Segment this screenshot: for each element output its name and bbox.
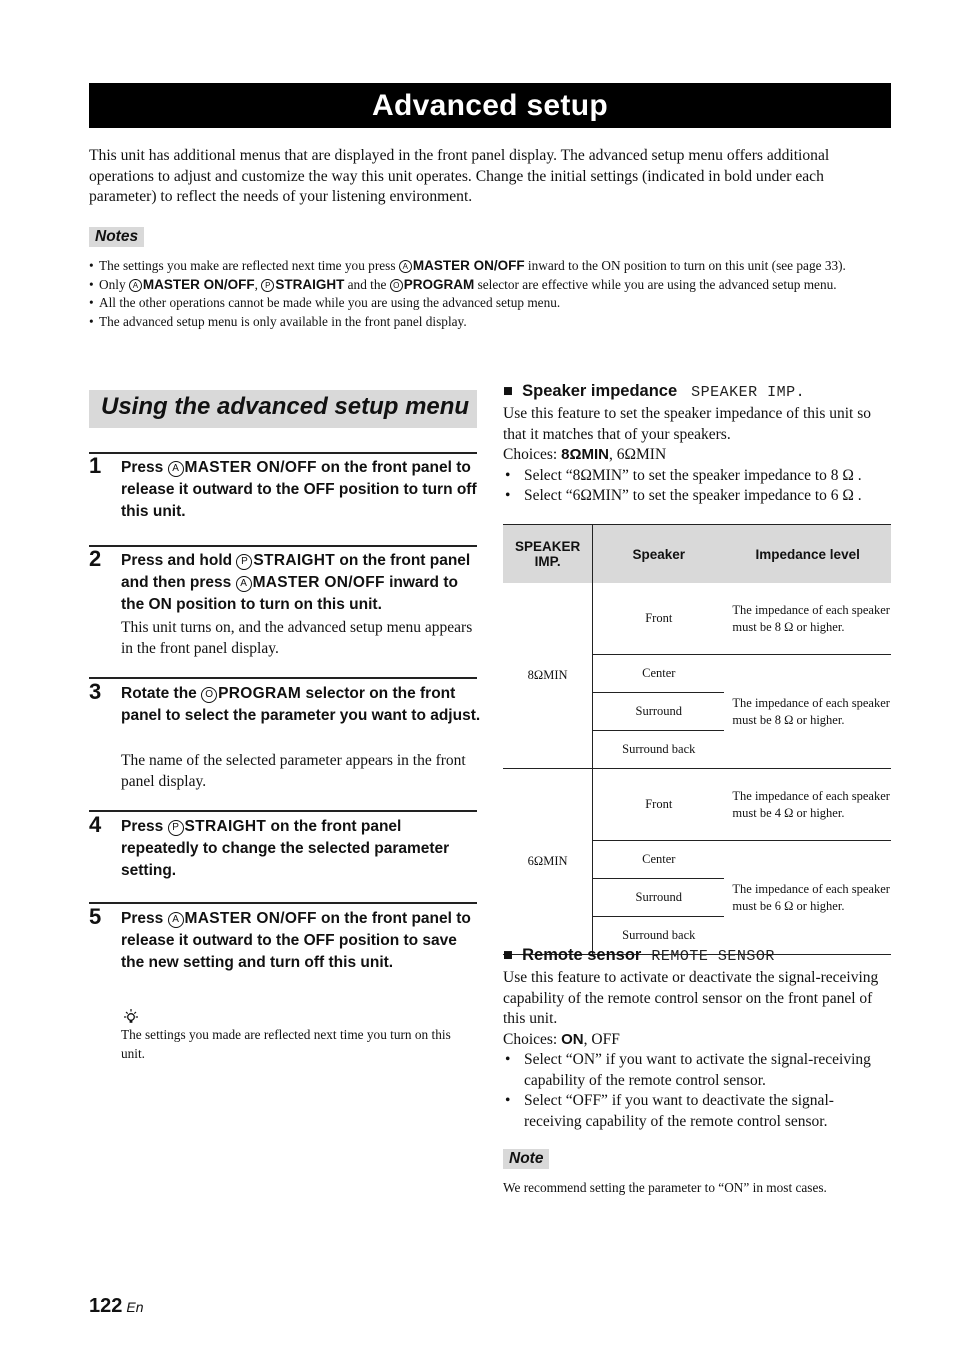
col-impedance-level: Impedance level xyxy=(724,525,891,584)
page-title: Advanced setup xyxy=(89,83,891,128)
bullet-item: • Select “OFF” if you want to deactivate the signal-receiving capability of the remote control sensor. xyxy=(503,1091,891,1132)
tip-text: The settings you made are reflected next time you turn on this unit. xyxy=(121,1027,451,1061)
page-number: 122 En xyxy=(89,1295,144,1317)
step-divider xyxy=(89,677,477,679)
step-1-text: Press A MASTER ON/OFF on the front panel to release it outward to the OFF position to turn off this unit. xyxy=(121,459,477,520)
a-key-icon: A xyxy=(236,576,252,592)
step-divider xyxy=(89,545,477,547)
cell-level: The impedance of each speaker must be 8 Ω or higher. xyxy=(732,696,890,727)
remote-sensor-body: Use this feature to activate or deactivate the signal-receiving capability of the remote control sensor on the front panel of this unit. Choices: ON, OFF • Select “ON” if you want to activate the signal-receiving capability of the remote control sensor. • Select “OFF” if you want to deactivate the signal-receiving capability of the remote control sensor. xyxy=(503,968,891,1132)
step-4-text: Press P STRAIGHT on the front panel repeatedly to change the selected parameter setting. xyxy=(121,818,450,879)
cell-speaker: Front xyxy=(593,769,725,841)
cell-speaker: Center xyxy=(593,841,725,879)
tip-lightbulb-icon xyxy=(121,1006,141,1026)
intro-paragraph: This unit has additional menus that are displayed in the front panel display. The advanced setup menu offers additional operations to adjust and customize the way this unit operates. Change the initial settings (indicated in bold under each parameter) to reflect the needs of your listening environment. xyxy=(89,147,830,205)
cell-speaker: Surround xyxy=(593,879,725,917)
note-label: Note xyxy=(503,1149,549,1169)
cell-speaker: Front xyxy=(593,583,725,655)
note-item: • All the other operations cannot be made while you are using the advanced setup menu. xyxy=(89,294,889,313)
a-key-icon: A xyxy=(129,279,142,292)
cell-speaker: Surround xyxy=(593,693,725,731)
notes-list xyxy=(89,257,889,331)
group-6ohm: 6ΩMIN xyxy=(503,769,593,955)
step-number: 4 xyxy=(89,812,102,837)
step-2-text: Press and hold P STRAIGHT on the front panel and then press A MASTER ON/OFF inward to the ON position to turn on this unit. xyxy=(121,552,471,613)
step-2-detail: This unit turns on, and the advanced setup menu appears in the front panel display. xyxy=(121,619,473,657)
p-key-icon: P xyxy=(261,279,274,292)
speaker-impedance-heading: ■ Speaker impedance SPEAKER IMP. xyxy=(503,382,806,401)
step-number: 1 xyxy=(89,453,102,478)
step-divider xyxy=(89,902,477,904)
bullet-item: • Select “6ΩMIN” to set the speaker impedance to 6 Ω . xyxy=(503,486,891,507)
note-item: • The settings you make are reflected next time you press A MASTER ON/OFF inward to the ON position to turn on this unit (see page 33). xyxy=(89,257,889,276)
o-key-icon: O xyxy=(201,687,217,703)
bullet-item: • Select “ON” if you want to activate the signal-receiving capability of the remote control sensor. xyxy=(503,1050,891,1091)
remote-sensor-heading: ■ Remote sensor REMOTE SENSOR xyxy=(503,946,775,965)
a-key-icon: A xyxy=(168,912,184,928)
impedance-table xyxy=(503,524,891,955)
page-language: En xyxy=(126,1299,144,1315)
step-5-text: Press A MASTER ON/OFF on the front panel to release it outward to the OFF position to save the new setting and turn off this unit. xyxy=(121,910,471,971)
speaker-impedance-body: Use this feature to set the speaker impedance of this unit so that it matches that of your speakers. Choices: 8ΩMIN, 6ΩMIN • Select “8ΩMIN” to set the speaker impedance to 8 Ω . • Select “6ΩMIN” to set the speaker impedance to 6 Ω . xyxy=(503,404,891,507)
p-key-icon: P xyxy=(236,554,252,570)
display-text: REMOTE SENSOR xyxy=(651,948,775,965)
col-speaker: Speaker xyxy=(593,525,725,584)
a-key-icon: A xyxy=(168,461,184,477)
note-item: • Only A MASTER ON/OFF, P STRAIGHT and the O PROGRAM selector are effective while you are using the advanced setup menu. xyxy=(89,276,889,295)
note-text: We recommend setting the parameter to “ON” in most cases. xyxy=(503,1180,827,1195)
step-3-detail: The name of the selected parameter appears in the front panel display. xyxy=(121,752,466,790)
step-number: 2 xyxy=(89,546,102,571)
cell-speaker: Surround back xyxy=(593,731,725,769)
step-3-text: Rotate the O PROGRAM selector on the front panel to select the parameter you want to adjust. xyxy=(121,685,481,724)
col-speaker-imp: SPEAKER IMP. xyxy=(503,525,593,584)
display-text: SPEAKER IMP. xyxy=(691,384,806,401)
cell-speaker: Center xyxy=(593,655,725,693)
a-key-icon: A xyxy=(399,260,412,273)
cell-level: The impedance of each speaker must be 6 Ω or higher. xyxy=(724,841,891,955)
notes-label: Notes xyxy=(89,227,144,247)
step-number: 5 xyxy=(89,904,102,929)
step-number: 3 xyxy=(89,679,102,704)
p-key-icon: P xyxy=(168,820,184,836)
section-title: Using the advanced setup menu xyxy=(101,393,470,420)
note-item: • The advanced setup menu is only available in the front panel display. xyxy=(89,313,889,332)
step-divider xyxy=(89,452,477,454)
o-key-icon: O xyxy=(390,279,403,292)
section-heading xyxy=(89,390,477,428)
bullet-item: • Select “8ΩMIN” to set the speaker impedance to 8 Ω . xyxy=(503,466,891,487)
cell-level: The impedance of each speaker must be 8 Ω or higher. xyxy=(732,603,890,634)
step-divider xyxy=(89,810,477,812)
cell-level: The impedance of each speaker must be 4 Ω or higher. xyxy=(732,789,890,820)
group-8ohm: 8ΩMIN xyxy=(527,668,568,682)
cell-speaker: Surround back xyxy=(593,917,725,955)
